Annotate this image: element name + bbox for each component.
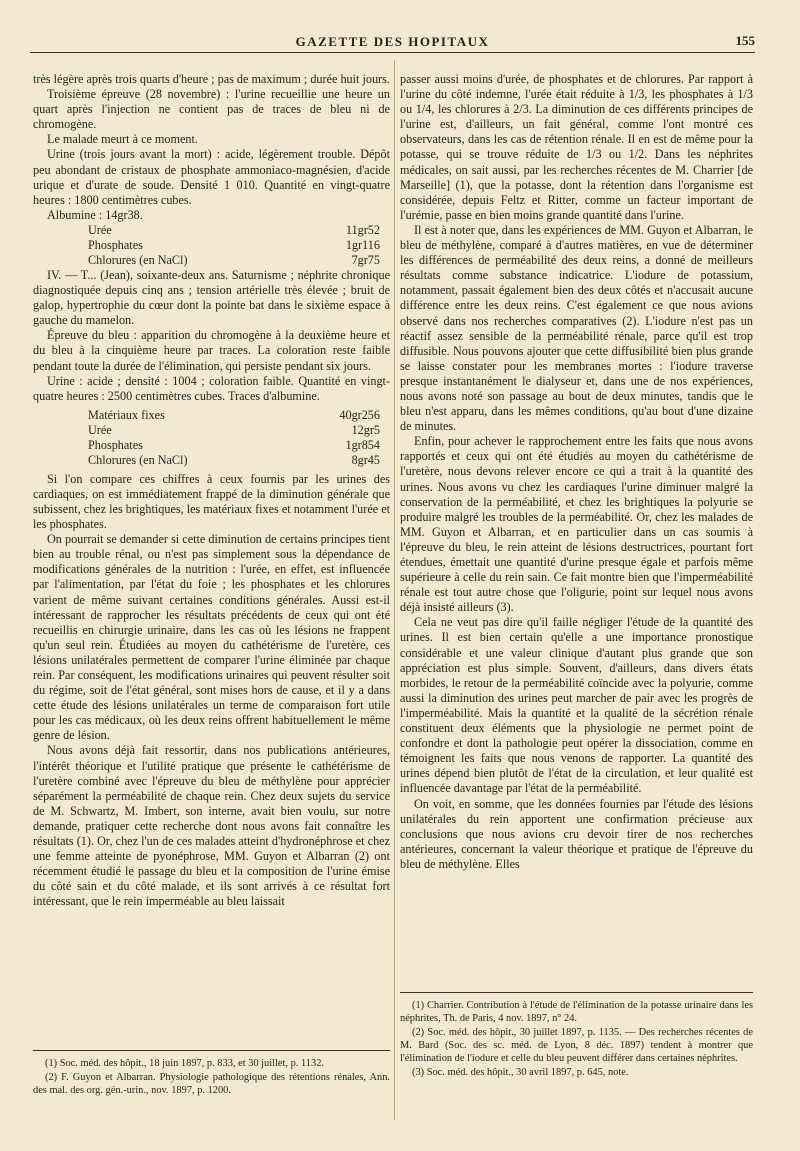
- paragraph: Il est à noter que, dans les expériences de MM. Guyon et Albarran, le bleu de méthylène, comparé à d'autres matières, en vue de déterminer les différences de perméabilité des deux reins, a donné de meilleurs résultats comme substance indicatrice. L'iodure de potassium, notamment, passait également bien des deux côtés et n'accusait aucune différence entre les deux reins. C'est également ce que nous avions observé dans nos recherches comparatives (2). L'iodure n'est pas un réactif assez sensible de la perméabilité rénale, parce qu'il est trop diffusible. Nous pouvons ajouter que cette diffusibilité bien plus grande se laisse constater pour les membranes mortes : l'iodure traverse presque instantanément le dialyseur et, dans une de nos expériences, nous avons noté son passage au bout de deux minutes, tandis que le bleu n'est apparu, dans les mêmes conditions, qu'au bout d'une dizaine de minutes.: [400, 222, 753, 434]
- left-column: [33, 72, 390, 910]
- table-value: 8gr45: [351, 452, 380, 467]
- table-label: Chlorures (en NaCl): [88, 452, 188, 467]
- table-row: [33, 423, 390, 438]
- table-value: 12gr5: [351, 422, 380, 437]
- footnote: (2) F. Guyon et Albarran. Physiologie pathologique des rétentions rénales, Ann. des mal. des org. gén.-urin., nov. 1897, p. 1200.: [33, 1072, 390, 1096]
- table-value: 40gr256: [339, 407, 380, 422]
- table-value: 1gr854: [345, 437, 380, 452]
- paragraph: On pourrait se demander si cette diminution de certains principes tient bien au trouble rénal, ou n'est pas simplement sous la dépendance de modifications générales de la nutrition : l'urée, en effet, est influencée par l'alimentation, par l'état du foie ; les phosphates et les chlorures varient de même suivant certaines conditions générales. Aussi est-il intéressant de rapprocher les résultats précédents de ceux qui ont été recueillis en chirurgie urinaire, dans les cas où les lésions ne frappent qu'un seul rein. Étudiées au moyen du cathétérisme de l'uretère, ces lésions unilatérales permettent de comparer l'urine éliminée par chaque rein. Par conséquent, les modifications urinaires qui peuvent résulter soit du régime, soit de l'état général, sont mises hors de cause, et il y a dans cette étude des lésions unilatérales un terme de comparaison fort utile pour les cas médicaux, où les deux reins offrent habituellement le même genre de lésion.: [33, 532, 390, 743]
- paragraph: Cela ne veut pas dire qu'il faille négliger l'étude de la quantité des urines. Il est bien certain qu'elle a une importance pronostique considérable et une valeur clinique d'autant plus grande que son appréciation est plus simple. Souvent, d'ailleurs, dans divers états morbides, le retour de la perméabilité coïncide avec la polyurie, comme aussi la diminution des urines peut marcher de pair avec les progrès de l'imperméabilité. Mais la quantité et la qualité de la sécrétion rénale constituent deux éléments que la physiologie ne permet point de confondre et dont la pathologie peut opérer la dissociation, comme en témoignent les faits que nous venons de rapporter. La quantité des urines dépend bien plutôt de l'état de la circulation, et leur qualité est influencée davantage par l'état de la perméabilité.: [400, 615, 753, 796]
- paragraph: IV. — T... (Jean), soixante-deux ans. Saturnisme ; néphrite chronique diagnostiquée depuis cinq ans ; tension artérielle très élevée ; bruit de galop, hypertrophie du cœur dont la pointe bat dans le sixième espace à gauche du mamelon.: [33, 267, 390, 328]
- albumine-line: Albumine : 14gr38.: [47, 207, 143, 222]
- table-label: Phosphates: [88, 437, 143, 452]
- table-label: Urée: [88, 422, 112, 437]
- page-number: 155: [735, 33, 755, 48]
- paragraph: On voit, en somme, que les données fournies par l'étude des lésions unilatérales du rein apportent une confirmation précieuse aux conclusions que nous avions cru devoir tirer de nos recherches antérieures, concernant la valeur théorique et pratique de l'épreuve du bleu de méthylène. Elles: [400, 796, 753, 871]
- table-value: 11gr52: [345, 222, 380, 237]
- table-label: Urée: [88, 222, 112, 237]
- table-value: 7gr75: [351, 252, 380, 267]
- paragraph: passer aussi moins d'urée, de phosphates et de chlorures. Par rapport à l'urine du côté indemne, l'urée était réduite à 1/3, les phosphates à 1/3 ou 1/4, les chlorures à 2/3. La diminution de ces différents principes de l'urine est, d'ailleurs, un fait général, comme l'ont montré ces observateurs, dans les cas de rétention rénale. Il en est de même pour la potasse, qui se trouve réduite de 1/3 ou 1/2. Dans les néphrites médicales, on sait aussi, par les recherches récentes de M. Charrier [de Marseille] (1), que la potasse, dont la rétention dans l'organisme est considérée, depuis Feltz et Ritter, comme un facteur important de l'urémie, passe en bien moins grande quantité dans l'urine.: [400, 72, 753, 222]
- table-label: Phosphates: [88, 237, 143, 252]
- paragraph: très légère après trois quarts d'heure ; pas de maximum ; durée huit jours.: [33, 72, 390, 86]
- paragraph: Troisième épreuve (28 novembre) : l'urine recueillie une heure un quart après l'injection ne contient pas de traces de bleu ni de chromogène.: [33, 87, 390, 132]
- column-divider: [394, 60, 395, 1120]
- footnote: (1) Soc. méd. des hôpit., 18 juin 1897, p. 833, et 30 juillet, p. 1132.: [45, 1058, 324, 1069]
- paragraph: Le malade meurt à ce moment.: [47, 132, 198, 147]
- table-row: [33, 253, 390, 268]
- paragraph: Épreuve du bleu : apparition du chromogène à la deuxième heure et du bleu à la cinquième heure par traces. La coloration reste faible pendant toute la durée de l'élimination, qui persiste pendant six jours.: [33, 328, 390, 373]
- table-label: Matériaux fixes: [88, 407, 165, 422]
- footnote: (1) Charrier. Contribution à l'étude de l'élimination de la potasse urinaire dans les néphrites, Th. de Paris, 4 nov. 1897, n° 24.: [400, 1000, 753, 1024]
- paragraph: Urine : acide ; densité : 1004 ; coloration faible. Quantité en vingt-quatre heures : 2500 centimètres cubes. Traces d'albumine.: [33, 373, 390, 403]
- table-row: [33, 408, 390, 423]
- urine-table-2: [33, 408, 390, 468]
- right-column: [400, 72, 753, 872]
- footnotes-left: [33, 1050, 390, 1098]
- table-row: [33, 238, 390, 253]
- journal-title: GAZETTE DES HOPITAUX: [295, 34, 490, 49]
- paragraph: Urine (trois jours avant la mort) : acide, légèrement trouble. Dépôt peu abondant de cristaux de phosphate ammoniaco-magnésien, d'acide urique et d'urate de soude. Densité 1 010. Quantité en vingt-quatre heures : 1800 centimètres cubes.: [33, 147, 390, 207]
- urine-table-1: [33, 223, 390, 268]
- running-header: [30, 30, 755, 53]
- footnotes-right: [400, 992, 753, 1080]
- paragraph: Enfin, pour achever le rapprochement entre les faits que nous avons rapportés et ceux qui ont été étudiés au moyen du cathétérisme de l'uretère, nous devons relever encore ce qui a trait à la quantité des urines. Nous avons vu chez les cardiaques l'urine diminuer malgré la conservation de la perméabilité, et chez les brightiques la polyurie se produire malgré les troubles de la perméabilité. Or, chez les malades de MM. Guyon et Albarran, et en particulier dans un cas soumis à l'épreuve du bleu, le rein atteint de lésions destructrices, pourtant fort étendues, émettait une quantité d'urine presque égale et parfois même supérieure à celle du rein sain. Ce fait montre bien que l'imperméabilité rénale est tout autre chose que l'oligurie, point sur lequel nous avons déjà insisté ailleurs (3).: [400, 434, 753, 615]
- footnote: (3) Soc. méd. des hôpit., 30 avril 1897, p. 645, note.: [412, 1067, 629, 1078]
- table-row: [33, 453, 390, 468]
- paragraph: Si l'on compare ces chiffres à ceux fournis par les urines des cardiaques, on est immédiatement frappé de la diminution générale que subissent, chez les brightiques, les matériaux fixes et notamment l'urée et les phosphates.: [33, 471, 390, 532]
- footnote: (2) Soc. méd. des hôpit., 30 juillet 1897, p. 1135. — Des recherches récentes de M. Bard (Soc. des sc. méd. de Lyon, 8 déc. 1897) tendent à montrer que l'élimination de l'iodure et celle du bleu peuvent différer dans certaines néphrites.: [400, 1027, 753, 1064]
- paragraph: Nous avons déjà fait ressortir, dans nos publications antérieures, l'intérêt théorique et l'utilité pratique que présente le cathétérisme de l'uretère combiné avec l'épreuve du bleu de méthylène pour apprécier séparément la perméabilité de chaque rein. Chez deux sujets du service de M. Schwartz, M. Imbert, son interne, avait bien voulu, sur notre demande, pratiquer cette recherche dont nous avons fait connaître les résultats (1). Or, chez l'un de ces malades atteint d'hydronéphrose et chez une femme atteinte de pyonéphrose, MM. Guyon et Albarran (2) ont récemment étudié le passage du bleu et la composition de l'urine émise du côté sain et du côté malade, et ils sont arrivés à ce résultat fort intéressant, que le rein imperméable au bleu laissait: [33, 743, 390, 909]
- table-label: Chlorures (en NaCl): [88, 252, 188, 267]
- table-value: 1gr116: [345, 237, 380, 252]
- table-row: [33, 223, 390, 238]
- table-row: [33, 438, 390, 453]
